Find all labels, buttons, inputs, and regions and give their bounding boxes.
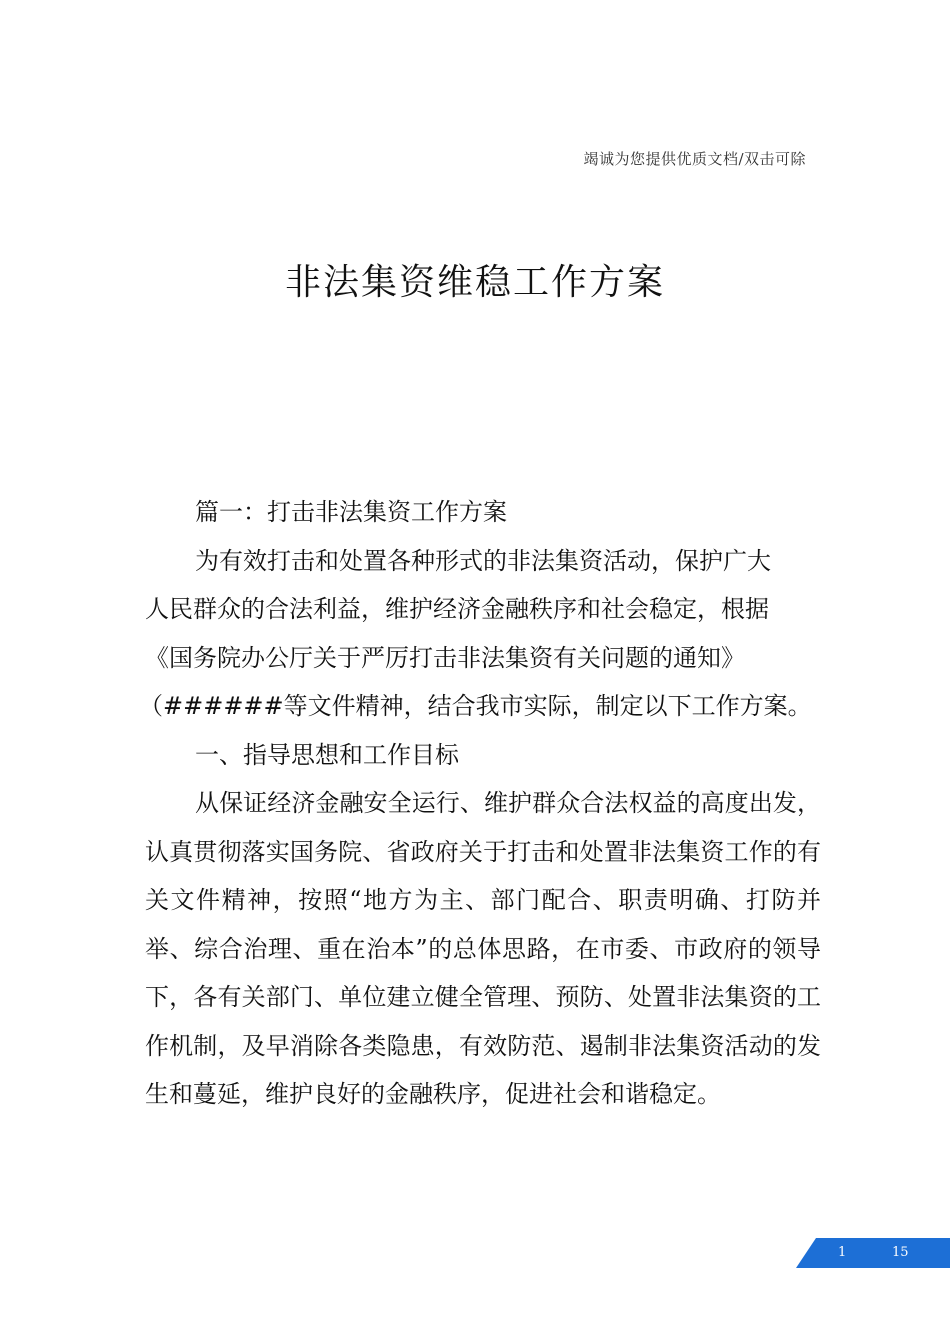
header-note: 竭诚为您提供优质文档/双击可除 bbox=[583, 150, 806, 168]
paragraph-line: 为有效打击和处置各种形式的非法集资活动，保护广大 bbox=[195, 546, 771, 575]
page-total: 15 bbox=[892, 1245, 909, 1260]
paragraph-line: 《国务院办公厅关于严厉打击非法集资有关问题的通知》 bbox=[145, 643, 745, 672]
page-number-badge bbox=[796, 1238, 950, 1268]
page-number: 1 bbox=[838, 1245, 847, 1260]
document-title: 非法集资维稳工作方案 bbox=[284, 262, 665, 303]
paragraph-line: （######等文件精神，结合我市实际，制定以下工作方案。 bbox=[139, 692, 812, 720]
section-heading: 一、指导思想和工作目标 bbox=[195, 740, 459, 769]
section-title: 篇一：打击非法集资工作方案 bbox=[195, 498, 507, 526]
paragraph-line: 人民群众的合法利益，维护经济金融秩序和社会稳定，根据 bbox=[145, 595, 769, 623]
paragraph: 从保证经济金融安全运行、维护群众合法权益的高度出发，认真贯彻落实国务院、省政府关于打击和处置非法集资工作的有关文件精神，按照“地方为主、部门配合、职责明确、打防并举、综合治理、重在治本”的总体思路，在市委、市政府的领导下，各有关部门、单位建立健全管理、预防、处置非法集资的工作机制，及早消除各类隐患，有效防范、遏制非法集资活动的发生和蔓延，维护良好的金融秩序，促进社会和谐稳定。 bbox=[145, 789, 821, 1108]
document-body bbox=[139, 488, 821, 1119]
